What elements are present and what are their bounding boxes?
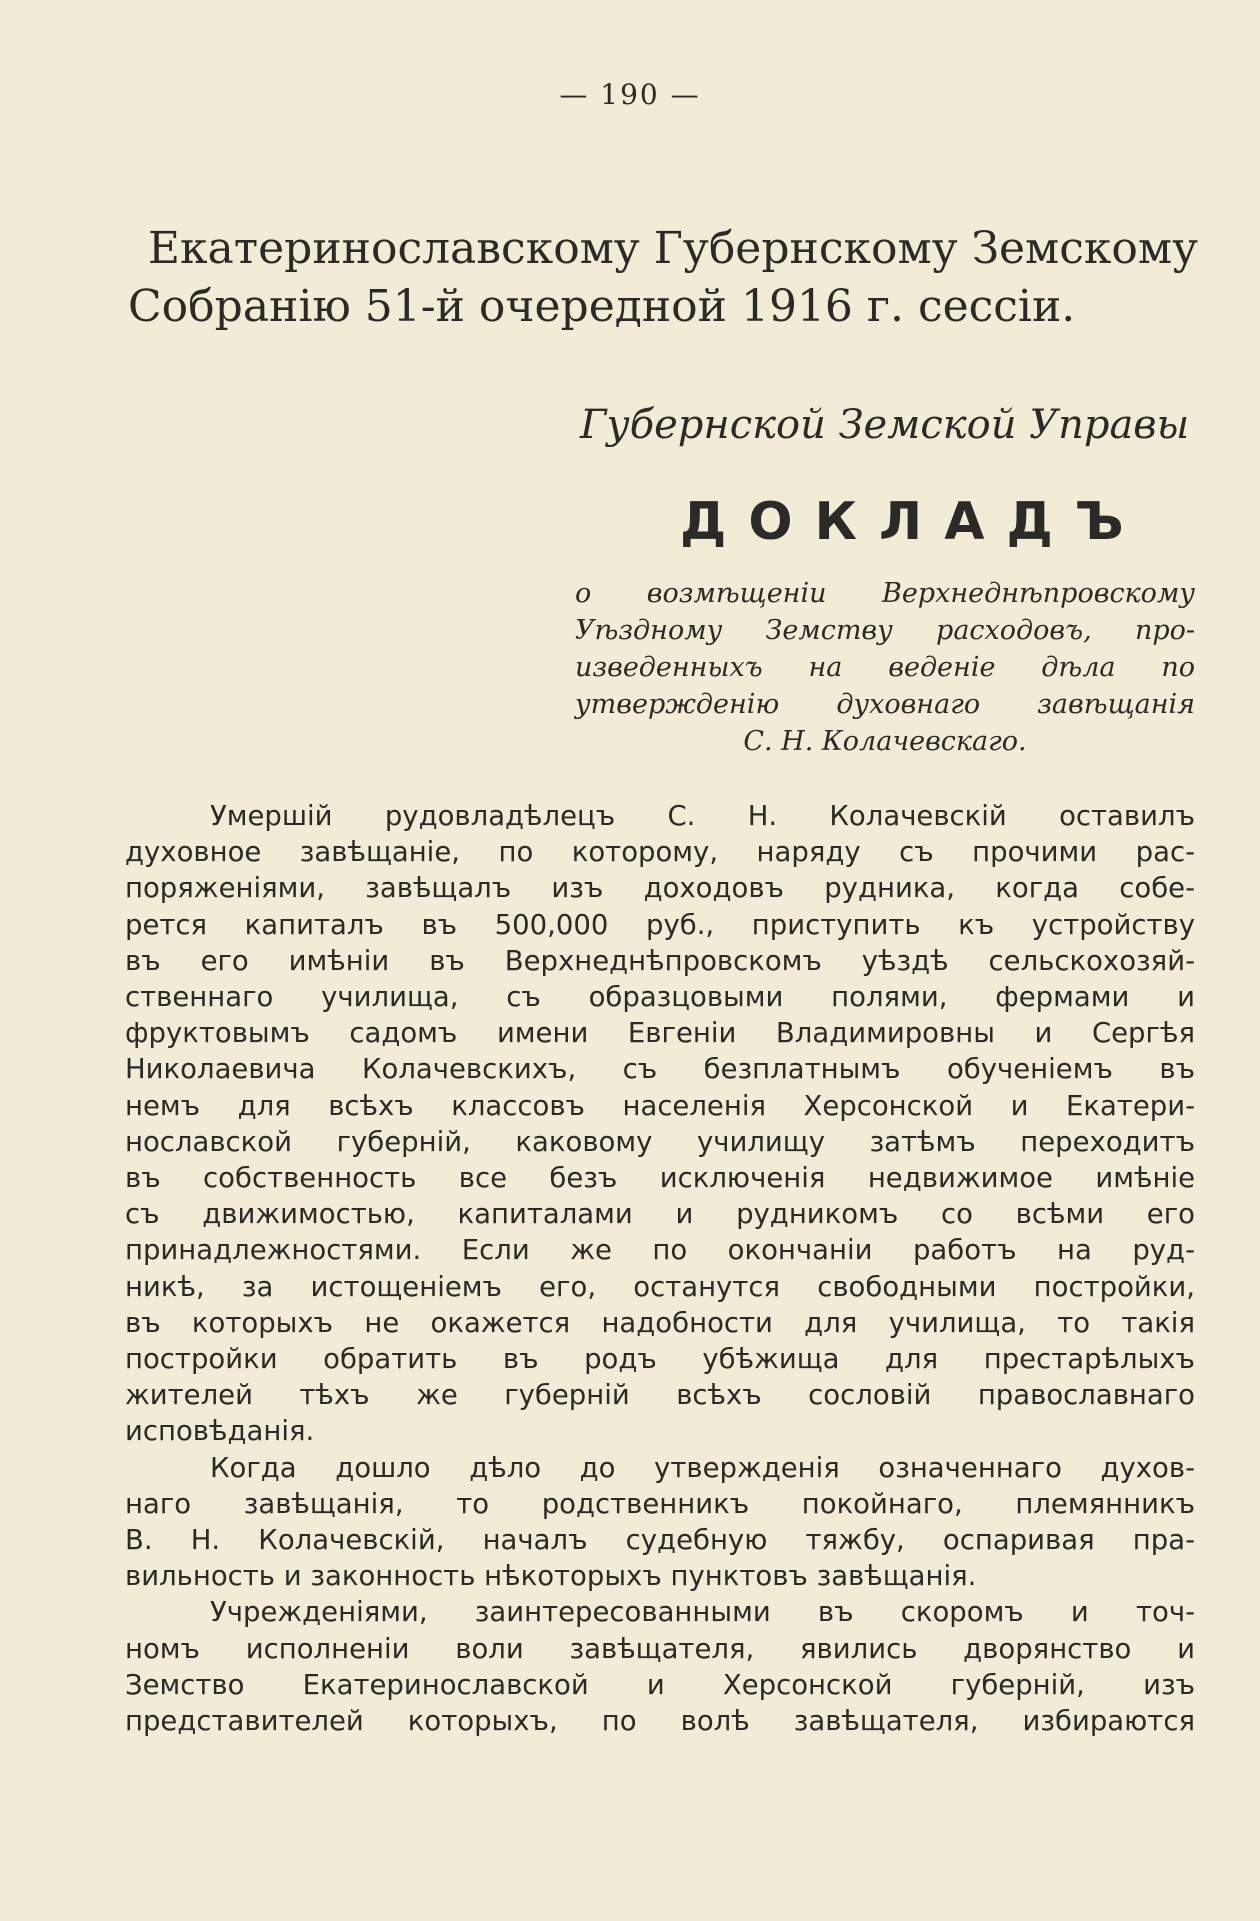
paragraph-line: Умершій рудовладѣлецъ С. Н. Колачевскій оставилъ bbox=[210, 800, 1195, 832]
abstract-line: утвержденію духовнаго завѣщанія bbox=[575, 689, 1195, 720]
paragraph-line: съ движимостью, капиталами и рудникомъ со всѣми его bbox=[125, 1198, 1195, 1231]
paragraph-line: поряженіями, завѣщалъ изъ доходовъ рудника, когда собе- bbox=[125, 872, 1195, 905]
report-heading: ДОКЛАДЪ bbox=[680, 492, 1146, 552]
paragraph-line: вильность и законность нѣкоторыхъ пунктовъ завѣщанія. bbox=[125, 1560, 977, 1593]
document-title bbox=[128, 220, 1198, 336]
paragraph-line: В. Н. Колачевскій, началъ судебную тяжбу, оспаривая пра- bbox=[125, 1524, 1195, 1557]
paragraph-line: представителей которыхъ, по волѣ завѣщателя, избираются bbox=[125, 1705, 1195, 1738]
paragraph-line: ственнаго училища, съ образцовыми полями, фермами и bbox=[125, 981, 1195, 1014]
body-text bbox=[125, 798, 1195, 1739]
abstract-line: о возмѣщеніи Верхнеднѣпровскому bbox=[575, 578, 1195, 609]
paragraph-line: рется капиталъ въ 500,000 руб., приступить къ устройству bbox=[125, 908, 1195, 941]
paragraph-line: жителей тѣхъ же губерній всѣхъ сословій православнаго bbox=[125, 1379, 1195, 1412]
paragraph-line: номъ исполненіи воли завѣщателя, явились дворянство и bbox=[125, 1632, 1195, 1665]
page-number: — 190 — bbox=[559, 78, 701, 111]
paragraph bbox=[125, 1594, 1195, 1739]
abstract-line: Уѣздному Земству расходовъ, про- bbox=[575, 615, 1195, 646]
paragraph-line: нославской губерній, каковому училищу затѣмъ переходитъ bbox=[125, 1125, 1195, 1158]
document-subtitle: Губернской Земской Управы bbox=[580, 402, 1190, 448]
report-abstract bbox=[575, 575, 1195, 760]
paragraph-line: въ которыхъ не окажется надобности для училища, то такія bbox=[125, 1306, 1195, 1339]
paragraph-line: исповѣданія. bbox=[125, 1415, 315, 1448]
title-line-2: Собранію 51-й очередной 1916 г. сессіи. bbox=[128, 281, 1076, 332]
paragraph-line: постройки обратить въ родъ убѣжища для престарѣлыхъ bbox=[125, 1343, 1195, 1376]
paragraph-line: Николаевича Колачевскихъ, съ безплатнымъ обученіемъ въ bbox=[125, 1053, 1195, 1086]
abstract-line: изведенныхъ на веденіе дѣла по bbox=[575, 652, 1195, 683]
paragraph-line: Учрежденіями, заинтересованными въ скоромъ и точ- bbox=[210, 1596, 1195, 1629]
paragraph-line: фруктовымъ садомъ имени Евгеніи Владимировны и Сергѣя bbox=[125, 1017, 1195, 1050]
paragraph-line: никѣ, за истощеніемъ его, останутся свободными постройки, bbox=[125, 1270, 1195, 1303]
paragraph-line: въ его имѣніи въ Верхнеднѣпровскомъ уѣздѣ сельскохозяй- bbox=[125, 944, 1195, 977]
paragraph-line: немъ для всѣхъ классовъ населенія Херсонской и Екатери- bbox=[125, 1089, 1195, 1122]
paragraph-line: Земство Екатеринославской и Херсонской губерній, изъ bbox=[125, 1668, 1195, 1701]
paragraph-line: въ собственность все безъ исключенія недвижимое имѣніе bbox=[125, 1162, 1195, 1195]
paragraph-line: наго завѣщанія, то родственникъ покойнаго, племянникъ bbox=[125, 1487, 1195, 1520]
paragraph bbox=[125, 1450, 1195, 1595]
paragraph bbox=[125, 798, 1195, 1450]
paragraph-line: принадлежностями. Если же по окончаніи работъ на руд- bbox=[125, 1234, 1195, 1267]
paragraph-line: Когда дошло дѣло до утвержденія означеннаго духов- bbox=[210, 1451, 1195, 1484]
abstract-line: С. Н. Колачевскаго. bbox=[743, 726, 1027, 757]
paragraph-line: духовное завѣщаніе, по которому, наряду съ прочими рас- bbox=[125, 836, 1195, 869]
title-line-1: Екатеринославскому Губернскому Земскому bbox=[147, 223, 1198, 274]
